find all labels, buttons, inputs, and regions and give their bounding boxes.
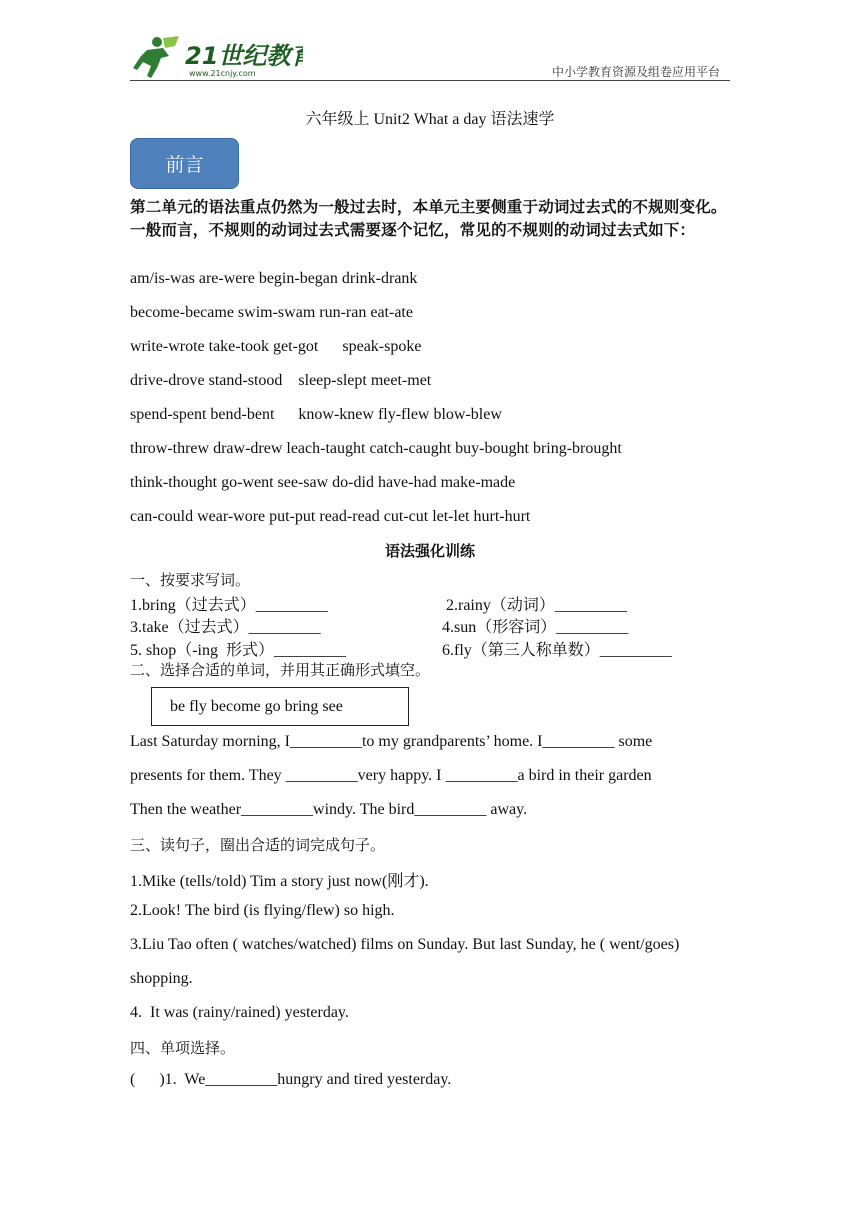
runner-icon bbox=[133, 36, 179, 78]
logo-text: 21世纪教育 bbox=[185, 42, 303, 70]
verb-line: think-thought go-went see-saw do-did have-had make-made bbox=[130, 474, 516, 491]
part1-item: 2.rainy（动词）_________ bbox=[446, 597, 627, 614]
part3-line: 4. It was (rainy/rained) yesterday. bbox=[130, 1004, 349, 1021]
verb-line: drive-drove stand-stood sleep-slept meet-met bbox=[130, 372, 432, 389]
part3-line: shopping. bbox=[130, 970, 193, 987]
part2-heading: 二、选择合适的单词，并用其正确形式填空。 bbox=[130, 661, 431, 679]
part3-line: 1.Mike (tells/told) Tim a story just now(刚才). bbox=[130, 873, 429, 890]
part1-heading: 一、按要求写词。 bbox=[130, 571, 251, 589]
header-right-text: 中小学教育资源及组卷应用平台 bbox=[551, 65, 720, 79]
verb-line: throw-threw draw-drew leach-taught catch-caught buy-bought bring-brought bbox=[130, 440, 622, 457]
site-logo bbox=[133, 34, 303, 80]
section-title: 语法强化训练 bbox=[384, 542, 475, 560]
part3-line: 2.Look! The bird (is flying/flew) so high. bbox=[130, 902, 395, 919]
part1-item: 6.fly（第三人称单数）_________ bbox=[442, 642, 672, 659]
logo-url: www.21cnjy.com bbox=[189, 69, 256, 78]
header-divider bbox=[130, 80, 730, 81]
verb-line: become-became swim-swam run-ran eat-ate bbox=[130, 304, 413, 321]
intro-paragraph: 第二单元的语法重点仍然为一般过去时，本单元主要侧重于动词过去式的不规则变化。一般而言，不规则的动词过去式需要逐个记忆，常见的不规则的动词过去式如下： bbox=[130, 198, 727, 239]
part1-item: 5. shop（-ing 形式）_________ bbox=[130, 642, 347, 659]
part1-item: 1.bring（过去式）_________ bbox=[130, 597, 328, 614]
part2-line: Then the weather_________windy. The bird_________ away. bbox=[130, 801, 528, 818]
verb-line: can-could wear-wore put-put read-read cut-cut let-let hurt-hurt bbox=[130, 508, 531, 525]
verb-line: am/is-was are-were begin-began drink-drank bbox=[130, 270, 418, 287]
part2-line: Last Saturday morning, I_________to my grandparents’ home. I_________ some bbox=[130, 733, 653, 750]
part2-line: presents for them. They _________very happy. I _________a bird in their garden bbox=[130, 767, 652, 784]
part4-heading: 四、单项选择。 bbox=[130, 1039, 236, 1057]
word-bank-box: be fly become go bring see bbox=[151, 687, 409, 726]
part4-line: ( )1. We_________hungry and tired yesterday. bbox=[130, 1071, 452, 1088]
preface-label: 前言 bbox=[130, 138, 239, 189]
part1-item: 3.take（过去式）_________ bbox=[130, 619, 321, 636]
part3-heading: 三、读句子，圈出合适的词完成句子。 bbox=[130, 836, 386, 854]
part3-line: 3.Liu Tao often ( watches/watched) films on Sunday. But last Sunday, he ( went/goes) bbox=[130, 936, 680, 953]
verb-line: spend-spent bend-bent know-knew fly-flew blow-blew bbox=[130, 406, 502, 423]
part1-item: 4.sun（形容词）_________ bbox=[442, 619, 629, 636]
verb-line: write-wrote take-took get-got speak-spoke bbox=[130, 338, 422, 355]
page-title: 六年级上 Unit2 What a day 语法速学 bbox=[305, 111, 555, 128]
